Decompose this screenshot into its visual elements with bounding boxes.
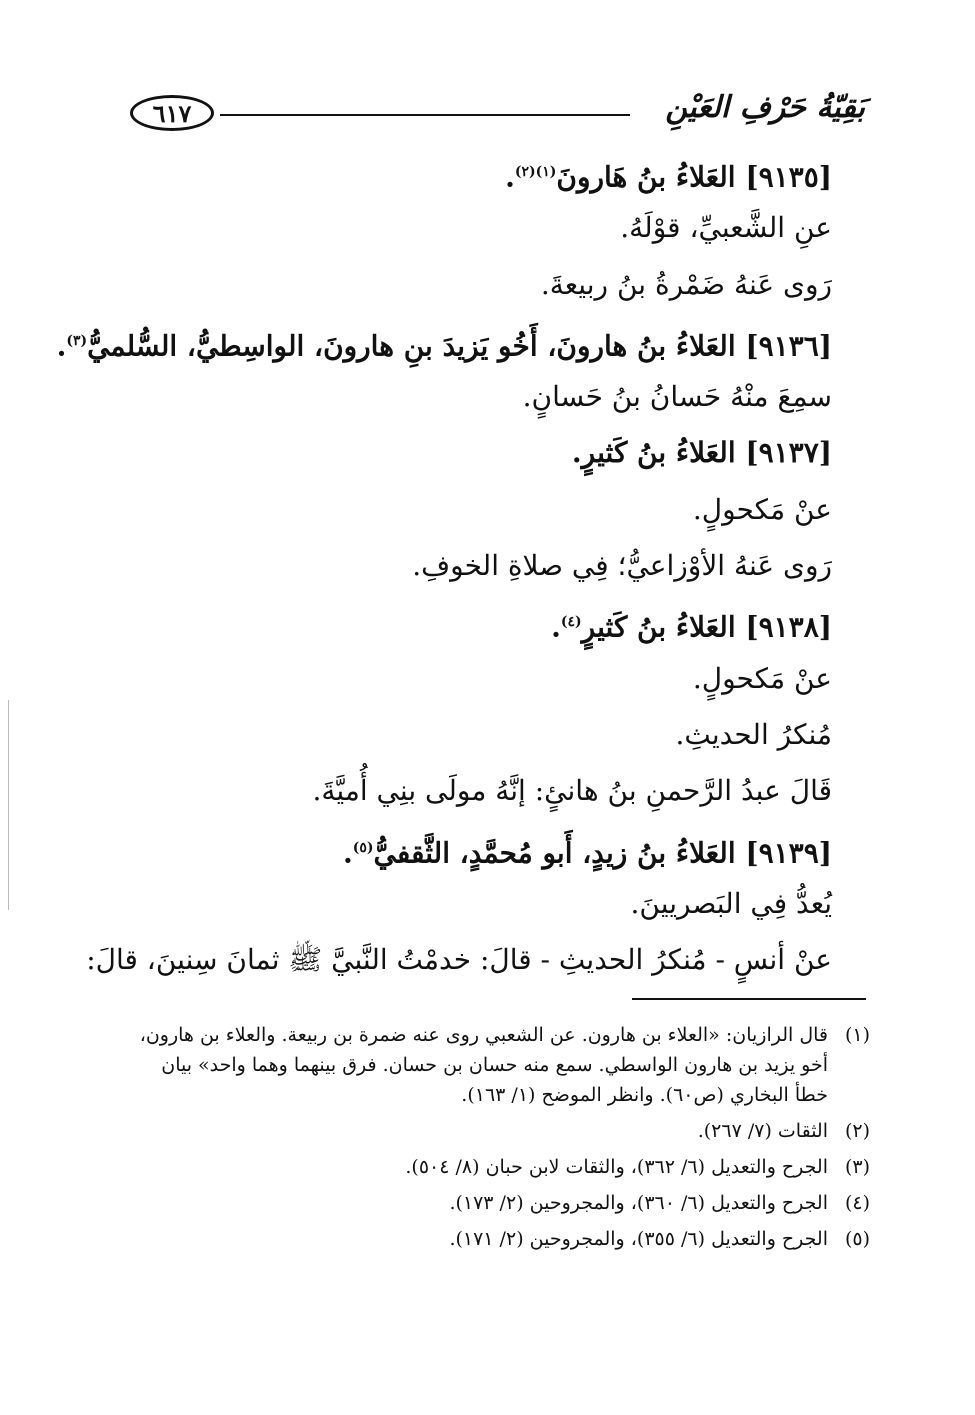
footnote-number: (٢) [844, 1120, 870, 1142]
text-line [132, 490, 832, 546]
footnote-text: الجرح والتعديل (٦/ ٣٦٠)، والمجروحين (٢/ ١٧٣). [449, 1192, 828, 1214]
text-line [132, 659, 832, 715]
text-line [132, 715, 832, 771]
footnote [135, 1152, 870, 1182]
line-text: [٩١٣٦] العَلاءُ بنُ هارونَ، أَخُو يَزيدَ بنِ هارونَ، الواسِطيُّ، السُّلميُّ [87, 329, 832, 363]
line-text: سمِعَ منْهُ حَسانُ بنُ حَسانٍ. [522, 380, 832, 414]
line-text: عنِ الشَّعبيِّ، قوْلَهُ. [620, 211, 832, 245]
footnote-number: (٤) [844, 1192, 870, 1214]
footnote-marker[interactable]: (١)(٢) [514, 164, 557, 180]
footnotes [135, 1020, 870, 1260]
footnote-number: (٣) [844, 1156, 870, 1178]
line-end-punct: . [551, 610, 561, 644]
line-end-punct: . [343, 835, 353, 869]
line-text: رَوى عَنهُ الأوْزاعيُّ؛ فِي صلاةِ الخوفِ. [412, 549, 832, 583]
line-text: عنْ مَكحولٍ. [692, 492, 832, 526]
page-number: ٦١٧ [130, 95, 214, 131]
footnote [135, 1188, 870, 1218]
entry-heading [56, 321, 832, 377]
text-line [132, 377, 832, 433]
footnote-text: الجرح والتعديل (٦/ ٣٥٥)، والمجروحين (٢/ ١٧١). [449, 1228, 828, 1250]
line-text: قَالَ عبدُ الرَّحمنِ بنُ هانئٍ: إنَّهُ مولَى بنِي أُميَّةَ. [312, 774, 832, 808]
text-line [132, 884, 832, 940]
line-end-punct: . [505, 160, 515, 194]
text-line [86, 940, 832, 996]
entry-heading [132, 433, 832, 489]
line-text: [٩١٣٩] العَلاءُ بنُ زيدٍ، أَبو مُحمَّدٍ، الثَّقفيُّ [373, 835, 832, 869]
footnote-separator [632, 998, 866, 1000]
line-end-punct: . [56, 329, 67, 363]
footnote [135, 1224, 870, 1254]
footnote-marker[interactable]: (٤) [560, 614, 582, 631]
line-text: [٩١٣٥] العَلاءُ بنُ هَارونَ [556, 160, 832, 194]
line-text: رَوى عَنهُ ضَمْرةُ بنُ ربيعةَ. [540, 267, 832, 301]
footnote [135, 1116, 870, 1146]
entry-heading [132, 152, 832, 208]
line-text: عنْ أنسٍ - مُنكرُ الحديثِ - قالَ: خدمْتُ النَّبيَّ ﷺ ثمانَ سِنينَ، قالَ: [86, 943, 832, 977]
main-text [56, 152, 832, 996]
line-text: [٩١٣٧] العَلاءُ بنُ كَثيرٍ. [571, 436, 832, 470]
text-line [132, 771, 832, 827]
footnote-number: (١) [844, 1024, 870, 1046]
text-line [132, 265, 832, 321]
entry-heading [132, 828, 832, 884]
footnote-marker[interactable]: (٥) [352, 839, 374, 856]
text-line [132, 546, 832, 602]
footnote-text: الجرح والتعديل (٦/ ٣٦٢)، والثقات لابن حبان (٨/ ٥٠٤). [405, 1156, 828, 1178]
footnote-text: الثقات (٧/ ٢٦٧). [697, 1120, 828, 1142]
text-line [132, 208, 832, 264]
footnote-number: (٥) [844, 1228, 870, 1250]
entry-heading [132, 602, 832, 658]
line-text: [٩١٣٨] العَلاءُ بنُ كَثيرٍ [581, 610, 832, 644]
footnote-marker[interactable]: (٣) [66, 332, 88, 349]
line-text: عنْ مَكحولٍ. [692, 661, 832, 695]
footnote-text: قال الرازيان: «العلاء بن هارون. عن الشعبي روى عنه ضمرة بن ربيعة. والعلاء بن هارون، أخو يزيد بن هارون الواسطي. سمع منه حسان بن حسان. فرق بينهما وهما واحد» بيان خطأ البخاري (ص٦٠). وانظر الموضح (١/ ١٦٣). [139, 1024, 828, 1106]
page-header [120, 90, 865, 140]
running-title: بَقِيّةُ حَرْفِ العَيْنِ [665, 90, 865, 125]
line-text: يُعدُّ فِي البَصريينَ. [630, 886, 832, 920]
header-rule [220, 114, 630, 116]
footnote [135, 1020, 870, 1110]
line-text: مُنكرُ الحديثِ. [675, 717, 832, 751]
page-edge-line [8, 700, 9, 910]
